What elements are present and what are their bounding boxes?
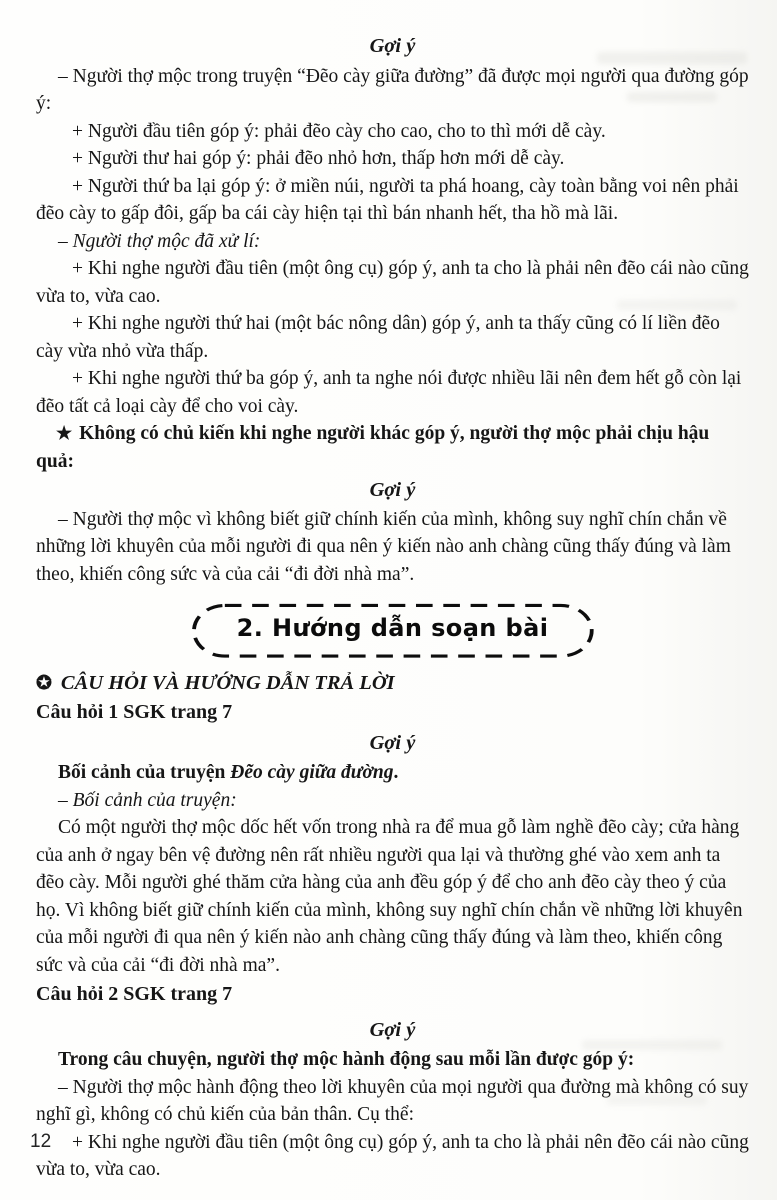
paragraph-opinion-2: + Người thư hai góp ý: phải đẽo nhỏ hơn, thấp hơn mới dễ cày. (72, 148, 565, 169)
handling-label: – Người thợ mộc đã xử lí: (58, 230, 261, 252)
answer-1-lead-period: . (393, 762, 399, 783)
paragraph-opinion-1: + Người đầu tiên góp ý: phải đẽo cày cho cao, cho to thì mới dễ cày. (72, 120, 606, 142)
qa-section-heading (36, 670, 749, 698)
section-title: 2. Hướng dẫn soạn bài (236, 614, 549, 642)
paragraph-intro: – Người thợ mộc trong truyện “Đẽo cày giữa đường” đã được mọi người qua đường góp ý: (36, 65, 749, 114)
hint-heading: Gợi ý (369, 731, 416, 754)
answer-1-lead (36, 759, 749, 787)
paragraph-opinion-3: + Người thứ ba lại góp ý: ở miền núi, người ta phá hoang, cày toàn bằng voi nên phải đẽo cày to gấp đôi, gấp ba cái cày hiện tại thì bán nhanh hết, tha hồ mà lãi. (36, 175, 739, 224)
paragraph-conclusion: – Người thợ mộc vì không biết giữ chính kiến của mình, không suy nghĩ chín chắn về những lời khuyên của mỗi người đi qua nên ý kiến nào anh chàng cũng thấy đúng và làm theo, khiến công sức và của cải “đi đời nhà ma”. (36, 508, 731, 585)
context-label: – Bối cảnh của truyện: (58, 789, 237, 811)
qa-section-heading-text: CÂU HỎI VÀ HƯỚNG DẪN TRẢ LỜI (60, 671, 395, 694)
section-heading-bubble (191, 603, 595, 659)
key-takeaway-line (36, 420, 749, 475)
key-takeaway-text: Không có chủ kiến khi nghe người khác góp ý, người thợ mộc phải chịu hậu quả: (36, 423, 710, 472)
answer-2-point-2: + Khi nghe người đầu tiên (một ông cụ) góp ý, anh ta cho là phải nên đẽo cái nào cũng vừa to, vừa cao. (36, 1131, 749, 1180)
paragraph-handling-1: + Khi nghe người đầu tiên (một ông cụ) góp ý, anh ta cho là phải nên đẽo cái nào cũng vừa to, vừa cao. (36, 258, 749, 307)
question-2-label: Câu hỏi 2 SGK trang 7 (36, 983, 233, 1005)
hint-heading: Gợi ý (369, 479, 416, 501)
paragraph-handling-3: + Khi nghe người thứ ba góp ý, anh ta nghe nói được nhiều lãi nên đem hết gỗ còn lại đẽo tất cả loại cày để cho voi cày. (36, 368, 742, 417)
hint-heading: Gợi ý (369, 1018, 416, 1041)
section-heading-wrap (36, 603, 749, 659)
answer-1-lead-title: Đẽo cày giữa đường (230, 762, 394, 783)
question-1-label: Câu hỏi 1 SGK trang 7 (36, 701, 233, 723)
page-number: 12 (30, 1131, 52, 1152)
star-icon: ★ (56, 423, 73, 443)
paragraph-handling-2: + Khi nghe người thứ hai (một bác nông dân) góp ý, anh ta thấy cũng có lí liền đẽo cày vừa nhỏ vừa thấp. (36, 313, 720, 362)
answer-2-lead: Trong câu chuyện, người thợ mộc hành động sau mỗi lần được góp ý: (58, 1049, 635, 1070)
answer-1-lead-normal: Bối cảnh của truyện (58, 762, 231, 783)
star-circle-icon: ✪ (36, 672, 52, 694)
context-paragraph: Có một người thợ mộc dốc hết vốn trong nhà ra để mua gỗ làm nghề đẽo cày; cửa hàng của anh ở ngay bên vệ đường nên rất nhiều người qua lại và thường ghé vào xem anh ta đẽo cày. Mỗi người ghé thăm cửa hàng của anh đều góp ý để cho anh đẽo cày theo ý của họ. Vì không biết giữ chính kiến của mình, không suy nghĩ chín chắn về những lời khuyên của mỗi người đi qua nên ý kiến nào anh chàng cũng thấy đúng và làm theo, khiến công sức và của cải “đi đời nhà ma”. (36, 817, 743, 976)
hint-heading: Gợi ý (369, 35, 416, 57)
answer-2-point-1: – Người thợ mộc hành động theo lời khuyên của mọi người qua đường mà không có suy nghĩ gì, không có chủ kiến của bản thân. Cụ thể: (36, 1076, 749, 1125)
